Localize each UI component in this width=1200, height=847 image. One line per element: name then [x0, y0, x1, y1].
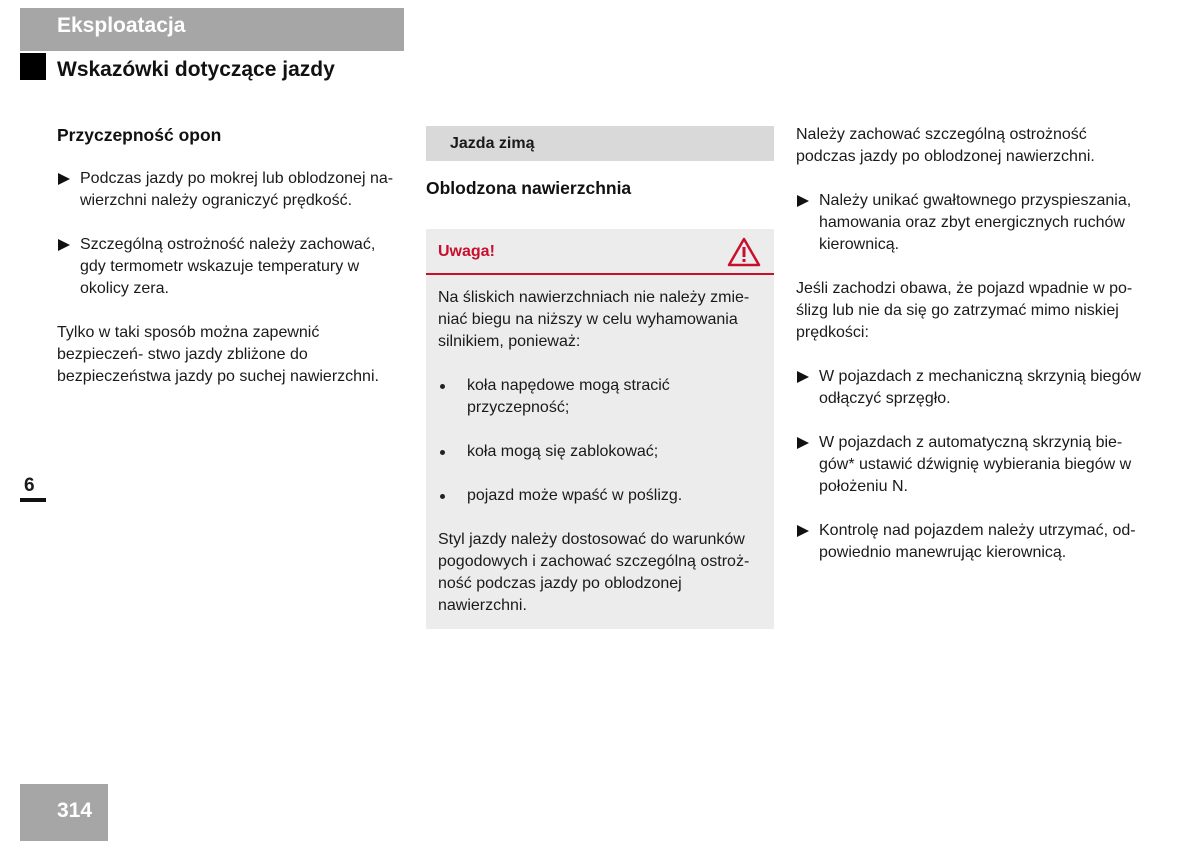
column-1 [57, 124, 405, 410]
bullet-text: Kontrolę nad pojazdem należy utrzymać, od- powiednio manewrując kierownicą. [819, 522, 1136, 561]
warning-box [426, 229, 774, 629]
section-title: Wskazówki dotyczące jazdy [57, 58, 335, 81]
warning-outro: Styl jazdy należy dostosować do warunków pogodowych i zachować szczególną ostroż- ność podczas jazdy po oblodzonej nawierzchni. [438, 531, 750, 614]
heading-tyre-grip: Przyczepność opon [57, 125, 222, 145]
bullet-text: W pojazdach z automatyczną skrzynią bie- gów* ustawić dźwignię wybierania biegów w położeniu N. [819, 434, 1132, 495]
bullet-text: Podczas jazdy po mokrej lub oblodzonej na- wierzchni należy ograniczyć prędkość. [80, 170, 394, 209]
list-item [796, 366, 1146, 410]
paragraph: Tylko w taki sposób można zapewnić bezpieczeń- stwo jazdy zbliżone do bezpieczeństwa jazdy po suchej nawierzchni. [57, 324, 379, 385]
arrow-bullet-icon [797, 437, 809, 449]
icy-surface-heading: Oblodzona nawierzchnia [426, 178, 632, 198]
list-item: koła napędowe mogą stracić przyczepność; [438, 375, 768, 419]
page-number: 314 [57, 799, 93, 822]
bullet-text: Należy unikać gwałtownego przyspieszania, hamowania oraz zbyt energicznych ruchów kierownicą. [819, 192, 1132, 253]
column-3 [796, 124, 1146, 586]
list-item: koła mogą się zablokować; [438, 441, 768, 463]
warning-header [426, 229, 774, 275]
arrow-bullet-icon [58, 173, 70, 185]
chapter-tab-underline [20, 498, 46, 502]
paragraph: Jeśli zachodzi obawa, że pojazd wpadnie w po- ślizg lub nie da się go zatrzymać mimo niskiej prędkości: [796, 280, 1133, 341]
column-2 [426, 126, 774, 629]
list-item [57, 168, 405, 212]
arrow-bullet-icon [797, 195, 809, 207]
list-item [57, 234, 405, 300]
arrow-bullet-icon [58, 239, 70, 251]
bullet-text: Szczególną ostrożność należy zachować, gdy termometr wskazuje temperatury w okolicy zera. [80, 236, 376, 297]
chapter-tab [20, 474, 46, 502]
list-item: pojazd może wpaść w poślizg. [438, 485, 768, 507]
winter-driving-heading: Jazda zimą [426, 126, 774, 161]
warning-triangle-icon [727, 237, 761, 267]
section-marker [20, 53, 46, 80]
arrow-bullet-icon [797, 525, 809, 537]
bullet-text: W pojazdach z mechaniczną skrzynią biegów odłączyć sprzęgło. [819, 368, 1141, 407]
arrow-bullet-icon [797, 371, 809, 383]
list-item [796, 190, 1146, 256]
paragraph: Należy zachować szczególną ostrożność podczas jazdy po oblodzonej nawierzchni. [796, 126, 1095, 165]
warning-body [426, 275, 774, 629]
list-item [796, 520, 1146, 564]
warning-label: Uwaga! [438, 243, 495, 260]
chapter-title: Eksploatacja [57, 14, 186, 37]
warning-intro: Na śliskich nawierzchniach nie należy zmie- niać biegu na niższy w celu wyhamowania silnikiem, ponieważ: [438, 289, 750, 350]
chapter-number: 6 [24, 475, 35, 496]
list-item [796, 432, 1146, 498]
